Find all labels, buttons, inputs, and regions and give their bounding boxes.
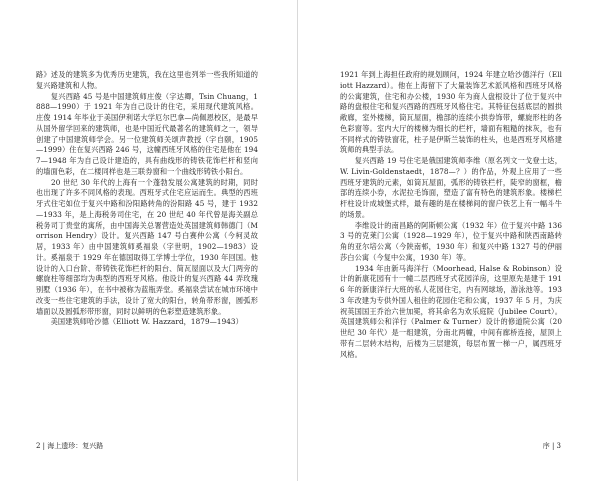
right-page [298,0,595,481]
paragraph: 路》述及的建筑多为优秀历史建筑，我在这里也列举一些我所知道的复兴路建筑和人物。 [36,70,258,90]
paragraph: 复兴西路 19 号住宅是俄国建筑师李维（原名列文一戈登士达，W. Livin-Goldenstaedt，1878—？）的作品，外观上应用了一些西班牙建筑的元素，如筒瓦屋面，弧形的铸铁栏杆，陡窄的窗框，檐部的连续小券，水泥拉毛饰面，塑造了富有特色的建筑形象。楼梯栏杆柱设计成城堡式样，最有趣的是在楼梯间的窗户铁艺上有一幅斗牛的场景。 [340,156,562,219]
paragraph: 20 世纪 30 年代的上海有一个蓬勃发展公寓建筑的时期，同时也出现了许多不同风格的表现。西班牙式住宅应运而生。典型的西班牙式住宅如位于复兴中路和汾阳路转角的汾阳路 45 号，建于 1932—1933 年，是上海税务司住宅，在 20 世纪 40 年代曾是海关副总税务司丁贵堂的寓所，由中国海关总署营造处英国建筑师韩德门（Morrison Hendry）设计。复兴西路 147 号白赛仲公寓（今柯灵故居，1933 年）由中国建筑师奚福泉（字世明，1902—1983）设计。奚福泉于 1929 年在德国取得工学博士学位，1930 年回国。他设计的入口台阶、带铸铁花饰栏杆的阳台、简瓦屋面以及大门两旁的螺旋柱等细部均为典型的西班牙风格。他设计的复兴西路 44 弄玫瑰别墅（1936 年），在书中被称为蓝瓶弄堂。奚福泉尝试在城市环境中改变一些住宅建筑的手法，设计了宽大的阳台，转角带形窗，圆弧形墙面以及圆弧形带形窗，同时以鲜明的色彩塑造建筑形象。 [36,177,258,316]
left-page-footer: 2 | 海上遗珍：复兴路 [36,442,104,450]
right-page-footer: 序 | 3 [542,442,561,450]
paragraph: 1921 年到上海担任政府的规划顾问，1924 年建立哈沙德洋行（Elliott Hazzard）。他在上海留下了大量装饰艺术派风格和西班牙风格的公寓建筑，住宅和办公楼，1930 年为商人盘根设计了位于复兴中路的盘根住宅和复兴西路的西班牙风格住宅。其特征包括底层的圆拱敞廊，室外楼梯，筒瓦屋面，檐部的连续小拱券饰带，螺旋形柱的各色彩窗等。室内大厅的楼梯为细长的栏杆，墙面有粗糙的抹灰，也有不同样式的铸铁窗花，柱子是伊斯兰装饰的柱头，也是西班牙风格建筑师的典型手法。 [340,70,562,155]
paragraph: 复兴西路 45 号是中国建筑师庄俊（字达卿，Tsin Chuang，1888—1990）于 1921 年为自己设计的住宅，采用现代建筑风格。庄俊 1914 年毕业于美国伊利诺大学厄尔巴拿—尚佩恩校区，是最早从国外留学回来的建筑师，也是中国近代最著名的建筑师之一，领导创建了中国建筑师学会。另一位建筑师关颂声教授（字自颐，1905—1999）住在复兴西路 246 号，这幢西班牙风格的住宅是他在 1947—1948 年为自己设计建造的，具有曲线形的铸铁花饰栏杆和竖向的墙面色彩，在二楼同样也是三联券窗和一个曲线形铸铁小阳台。 [36,91,258,176]
paragraph: 1934 年由新马海洋行（Moorhead, Halse & Robinson）设计的新康花园有十一幢二层西班牙式花园洋房，这里原先是建于 1916 年的新康洋行大班的私人花园住宅，内有网球场，游泳池等。1933 年改建为专供外国人租住的花园住宅和公寓，1937 年 5 月，为庆祝英国国王乔治六世加冕，将其命名为欢乐庭院（Jubilee Court）。英国建筑师公和洋行（Palmer & Turner）设计的修道院公寓（20 世纪 30 年代）是一组建筑，分南北两幢，中间有廊桥连接，屋顶上带有二层转木结构，后楼为三层建筑，每层布置一梯一户，属西班牙风格。 [340,263,562,359]
left-page-body [36,70,258,328]
paragraph: 李维设计的南昌路的阿斯顿公寓（1932 年）位于复兴中路 1363 号的克莱门公寓（1928—1929 年），位于复兴中路和陕西南路转角的亚尔培公寓（今陕南邨，1930 年）和复兴中路 1327 号的伊丽莎白公寓（今复中公寓，1930 年）等。 [340,220,562,262]
paragraph: 美国建筑师哈沙德（Elliott W. Hazzard，1879—1943） [36,317,243,327]
left-page [0,0,297,481]
right-page-body [340,70,562,360]
